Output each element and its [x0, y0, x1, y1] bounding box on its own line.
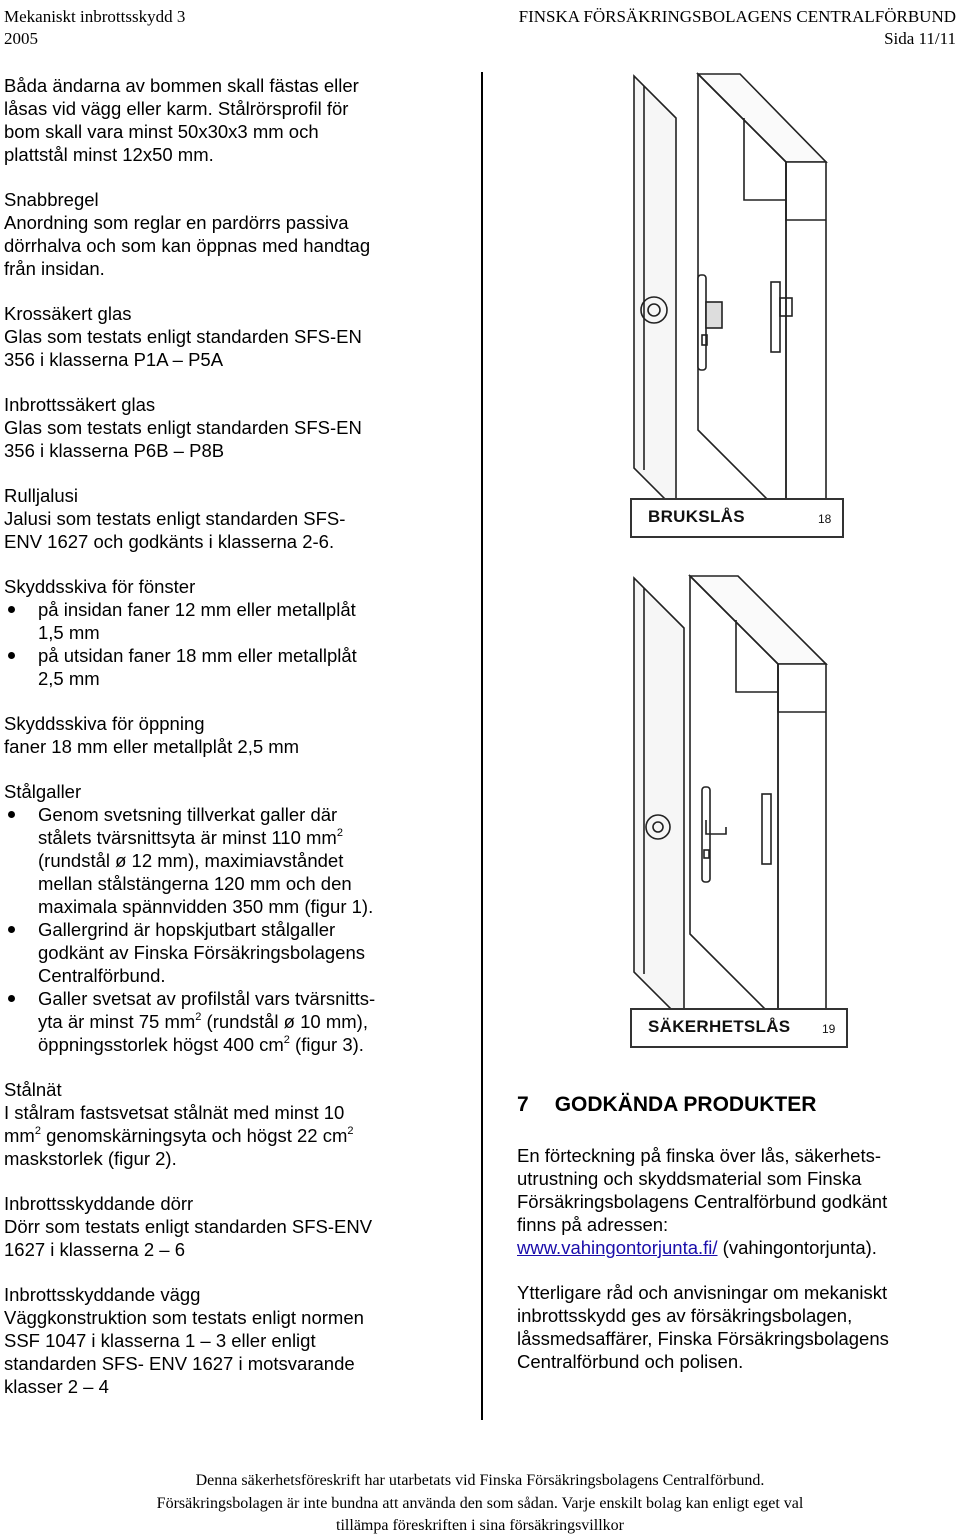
snabbregel-line: från insidan.: [4, 258, 105, 279]
p1-line: En förteckning på finska över lås, säkerhets-: [517, 1145, 882, 1166]
list-item-line: godkänt av Finska Försäkringsbolagens: [38, 942, 366, 963]
door-lock-drawing: [628, 572, 856, 1048]
list-item-line: stålets tvärsnittsyta är minst 110 $mm^2$: [38, 827, 343, 848]
list-item-line: mellan stålstängerna 120 mm och den: [38, 873, 352, 894]
figure-sakerhetslas: [628, 572, 856, 1048]
p1-line: utrustning och skyddsmaterial som Finska: [517, 1168, 862, 1189]
stalnat-line: maskstorlek (figur 2).: [4, 1148, 177, 1169]
footer-line: tillämpa föreskriften i sina försäkringsvillkor: [336, 1517, 624, 1534]
section-number: 7: [517, 1093, 529, 1116]
stalgaller-list: [4, 803, 474, 1056]
footer: [0, 1470, 960, 1538]
skyddsskiva-fonster-title: Skyddsskiva för fönster: [4, 576, 196, 597]
organization-name: FINSKA FÖRSÄKRINGSBOLAGENS CENTRALFÖRBUND: [518, 7, 956, 26]
inbrottssakert-line: Glas som testats enligt standarden SFS-EN: [4, 417, 362, 438]
list-item: [4, 598, 474, 644]
snabbregel-line: Anordning som reglar en pardörrs passiva: [4, 212, 349, 233]
p1-line: finns på adressen:: [517, 1214, 669, 1235]
stalnat-title: Stålnät: [4, 1079, 62, 1100]
list-item: [4, 987, 474, 1056]
snabbregel-title: Snabbregel: [4, 189, 99, 210]
list-item-line: på insidan faner 12 mm eller metallplåt: [38, 599, 356, 620]
stalnat-line: $mm^2$ genomskärningsyta och högst 22 $cm^2$: [4, 1125, 354, 1146]
rulljalusi-title: Rulljalusi: [4, 485, 79, 506]
door-lock-drawing: [628, 70, 856, 540]
vagg-line: SSF 1047 i klasserna 1 – 3 eller enligt: [4, 1330, 316, 1351]
p2-line: Centralförbund och polisen.: [517, 1351, 744, 1372]
list-item-line: 2,5 mm: [38, 668, 100, 689]
document-year: 2005: [4, 29, 38, 48]
section-heading: [517, 1092, 957, 1118]
skyddsskiva-oppning-line: faner 18 mm eller metallplåt 2,5 mm: [4, 736, 300, 757]
figure-label: SÄKERHETSLÅS: [648, 1017, 791, 1036]
stalnat-line: I stålram fastsvetsat stålnät med minst 10: [4, 1102, 345, 1123]
figure-brukslas: [628, 70, 856, 540]
krossakert-title: Krossäkert glas: [4, 303, 132, 324]
list-item-line: Galler svetsat av profilstål vars tvärsnitts-: [38, 988, 376, 1009]
p1-line: Försäkringsbolagens Centralförbund godkänt: [517, 1191, 888, 1212]
p1-line: plattstål minst 12x50 mm.: [4, 144, 214, 165]
footer-line: Denna säkerhetsföreskrift har utarbetats vid Finska Försäkringsbolagens Centralförbund.: [195, 1472, 765, 1489]
skyddsskiva-fonster-list: [4, 598, 474, 690]
krossakert-line: 356 i klasserna P1A – P5A: [4, 349, 224, 370]
figure-label: BRUKSLÅS: [648, 507, 745, 526]
p2-line: låssmedsaffärer, Finska Försäkringsbolagens: [517, 1328, 889, 1349]
link-suffix: (vahingontorjunta).: [717, 1237, 877, 1258]
snabbregel-line: dörrhalva och som kan öppnas med handtag: [4, 235, 371, 256]
page-number: Sida 11/11: [884, 29, 956, 48]
stalgaller-title: Stålgaller: [4, 781, 82, 802]
dorr-line: Dörr som testats enligt standarden SFS-ENV: [4, 1216, 373, 1237]
list-item-line: 1,5 mm: [38, 622, 100, 643]
list-item-line: (rundstål ø 12 mm), maximiavståndet: [38, 850, 344, 871]
list-item: [4, 644, 474, 690]
krossakert-line: Glas som testats enligt standarden SFS-EN: [4, 326, 362, 347]
list-item-line: maximala spännvidden 350 mm (figur 1).: [38, 896, 374, 917]
website-link[interactable]: www.vahingontorjunta.fi/: [517, 1237, 718, 1258]
list-item-line: öppningsstorlek högst 400 $cm^2$ (figur 3).: [38, 1034, 364, 1055]
vagg-line: standarden SFS- ENV 1627 i motsvarande: [4, 1353, 355, 1374]
skyddsskiva-oppning-title: Skyddsskiva för öppning: [4, 713, 205, 734]
footer-line: Försäkringsbolagen är inte bundna att använda den som sådan. Varje enskilt bolag kan enligt eget val: [156, 1494, 804, 1512]
list-item: [4, 803, 474, 918]
dorr-title: Inbrottsskyddande dörr: [4, 1193, 194, 1214]
link-line: [517, 1236, 957, 1259]
column-divider: [481, 72, 483, 1420]
vagg-title: Inbrottsskyddande vägg: [4, 1284, 201, 1305]
list-item-line: yta är minst 75 $mm^2$ (rundstål ø 10 mm),: [38, 1011, 368, 1032]
figure-number: 19: [822, 1022, 836, 1036]
header-left: [4, 6, 185, 50]
document-title: Mekaniskt inbrottsskydd 3: [4, 7, 186, 26]
p2-line: Ytterligare råd och anvisningar om mekaniskt: [517, 1282, 888, 1303]
section-title: GODKÄNDA PRODUKTER: [554, 1093, 817, 1116]
inbrottssakert-line: 356 i klasserna P6B – P8B: [4, 440, 225, 461]
vagg-line: Väggkonstruktion som testats enligt normen: [4, 1307, 364, 1328]
p2-line: inbrottsskydd ges av försäkringsbolagen,: [517, 1305, 853, 1326]
list-item: [4, 918, 474, 987]
list-item-line: Genom svetsning tillverkat galler där: [38, 804, 338, 825]
vagg-line: klasser 2 – 4: [4, 1376, 109, 1397]
left-column: [4, 74, 474, 1398]
p1-line: bom skall vara minst 50x30x3 mm och: [4, 121, 319, 142]
list-item-line: Gallergrind är hopskjutbart stålgaller: [38, 919, 336, 940]
header-right: [519, 6, 956, 50]
inbrottssakert-title: Inbrottssäkert glas: [4, 394, 156, 415]
p1-line: Båda ändarna av bommen skall fästas eller: [4, 75, 359, 96]
rulljalusi-line: Jalusi som testats enligt standarden SFS-: [4, 508, 346, 529]
list-item-line: på utsidan faner 18 mm eller metallplåt: [38, 645, 357, 666]
dorr-line: 1627 i klasserna 2 – 6: [4, 1239, 186, 1260]
list-item-line: Centralförbund.: [38, 965, 166, 986]
right-column: [517, 1092, 957, 1373]
rulljalusi-line: ENV 1627 och godkänts i klasserna 2-6.: [4, 531, 335, 552]
figure-number: 18: [818, 512, 832, 526]
p1-line: låsas vid vägg eller karm. Stålrörsprofil för: [4, 98, 349, 119]
